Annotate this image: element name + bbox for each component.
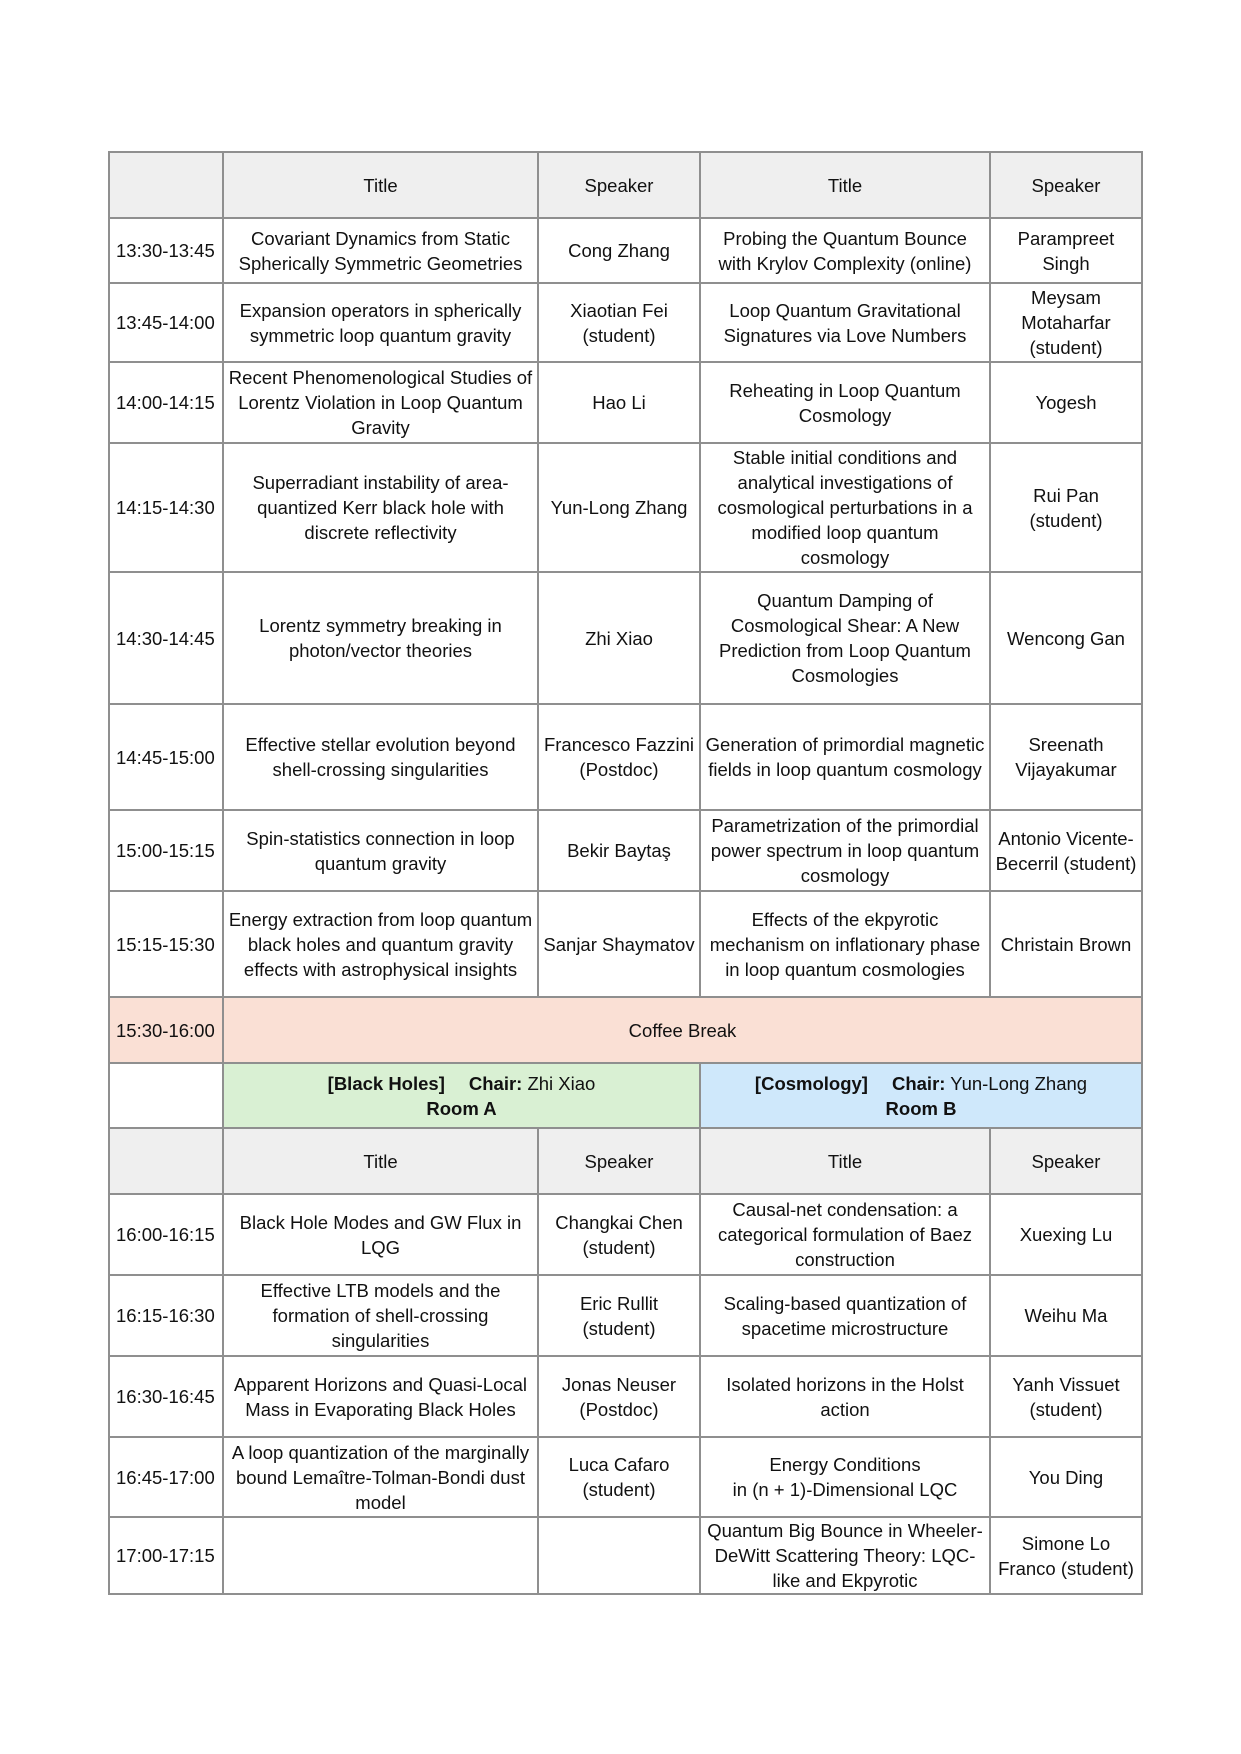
room-a-topic: [Black Holes]	[327, 1072, 445, 1094]
table-row	[109, 1517, 1142, 1594]
time-cell: 13:30-13:45	[109, 218, 223, 283]
coffee-break-time: 15:30-16:00	[109, 997, 223, 1063]
talk-title-room-a: Lorentz symmetry breaking in photon/vector theories	[223, 572, 538, 704]
talk-title-room-b: Effects of the ekpyrotic mechanism on inflationary phase in loop quantum cosmologies	[700, 891, 990, 997]
talk-title-room-b: Causal-net condensation: a categorical formulation of Baez construction	[700, 1194, 990, 1275]
talk-title-room-b: Scaling-based quantization of spacetime microstructure	[700, 1275, 990, 1356]
speaker-room-b: Simone Lo Franco (student)	[990, 1517, 1142, 1594]
time-cell: 14:00-14:15	[109, 362, 223, 443]
speaker-room-a: Yun-Long Zhang	[538, 443, 700, 572]
time-cell: 16:45-17:00	[109, 1437, 223, 1517]
time-header	[109, 152, 223, 218]
speaker-header-room-a: Speaker	[538, 152, 700, 218]
speaker-room-b: Yogesh	[990, 362, 1142, 443]
time-cell: 14:45-15:00	[109, 704, 223, 810]
speaker-room-b: Antonio Vicente-Becerril (student)	[990, 810, 1142, 891]
talk-title-room-a: Energy extraction from loop quantum black holes and quantum gravity effects with astrophysical insights	[223, 891, 538, 997]
speaker-room-a: Jonas Neuser (Postdoc)	[538, 1356, 700, 1437]
time-cell: 13:45-14:00	[109, 283, 223, 362]
speaker-room-b: Rui Pan (student)	[990, 443, 1142, 572]
time-cell: 16:30-16:45	[109, 1356, 223, 1437]
talk-title-room-b: Loop Quantum Gravitational Signatures via Love Numbers	[700, 283, 990, 362]
session-2	[109, 1194, 1142, 1594]
time-cell: 14:15-14:30	[109, 443, 223, 572]
speaker-room-a: Hao Li	[538, 362, 700, 443]
talk-title-room-a: Effective stellar evolution beyond shell-crossing singularities	[223, 704, 538, 810]
speaker-room-b: You Ding	[990, 1437, 1142, 1517]
header-row	[109, 152, 1142, 218]
header-row-2	[109, 1128, 1142, 1194]
session-1	[109, 218, 1142, 997]
speaker-room-b: Christain Brown	[990, 891, 1142, 997]
speaker-room-b: Wencong Gan	[990, 572, 1142, 704]
talk-title-room-b: Quantum Big Bounce in Wheeler-DeWitt Scattering Theory: LQC-like and Ekpyrotic	[700, 1517, 990, 1594]
speaker-header-room-b-2: Speaker	[990, 1128, 1142, 1194]
title-header-room-a-2: Title	[223, 1128, 538, 1194]
room-a-chair: Zhi Xiao	[527, 1072, 596, 1094]
speaker-header-room-a-2: Speaker	[538, 1128, 700, 1194]
coffee-break-row	[109, 997, 1142, 1063]
talk-title-room-b: Probing the Quantum Bounce with Krylov Complexity (online)	[700, 218, 990, 283]
talk-title-room-a: Effective LTB models and the formation of shell-crossing singularities	[223, 1275, 538, 1356]
table-row	[109, 362, 1142, 443]
room-header-blank	[109, 1063, 223, 1128]
speaker-room-b: Parampreet Singh	[990, 218, 1142, 283]
time-cell: 17:00-17:15	[109, 1517, 223, 1594]
speaker-room-b: Xuexing Lu	[990, 1194, 1142, 1275]
speaker-header-room-b: Speaker	[990, 152, 1142, 218]
time-cell: 16:15-16:30	[109, 1275, 223, 1356]
speaker-room-b: Sreenath Vijayakumar	[990, 704, 1142, 810]
speaker-room-b: Meysam Motaharfar (student)	[990, 283, 1142, 362]
speaker-room-a: Xiaotian Fei (student)	[538, 283, 700, 362]
talk-title-room-a	[223, 1517, 538, 1594]
talk-title-room-b: Quantum Damping of Cosmological Shear: A New Prediction from Loop Quantum Cosmologies	[700, 572, 990, 704]
talk-title-room-b: Energy Conditions in (n + 1)-Dimensional LQC	[700, 1437, 990, 1517]
table-row	[109, 810, 1142, 891]
room-b-chair-label: Chair:	[891, 1072, 946, 1094]
table-row	[109, 218, 1142, 283]
talk-title-room-b: Stable initial conditions and analytical investigations of cosmological perturbations in a modified loop quantum cosmology	[700, 443, 990, 572]
speaker-room-a: Zhi Xiao	[538, 572, 700, 704]
table-row	[109, 283, 1142, 362]
time-header-2	[109, 1128, 223, 1194]
table-row	[109, 1194, 1142, 1275]
room-b-chair: Yun-Long Zhang	[950, 1072, 1088, 1094]
room-header-row	[109, 1063, 1142, 1128]
speaker-room-a: Bekir Baytaş	[538, 810, 700, 891]
room-a-chair-label: Chair:	[468, 1072, 523, 1094]
title-header-room-a: Title	[223, 152, 538, 218]
room-a-header	[223, 1063, 700, 1128]
talk-title-room-b: Isolated horizons in the Holst action	[700, 1356, 990, 1437]
speaker-room-a: Francesco Fazzini (Postdoc)	[538, 704, 700, 810]
speaker-room-a	[538, 1517, 700, 1594]
talk-title-room-b: Reheating in Loop Quantum Cosmology	[700, 362, 990, 443]
talk-title-room-a: Superradiant instability of area-quantized Kerr black hole with discrete reflectivity	[223, 443, 538, 572]
speaker-room-b: Yanh Vissuet (student)	[990, 1356, 1142, 1437]
talk-title-room-a: Recent Phenomenological Studies of Lorentz Violation in Loop Quantum Gravity	[223, 362, 538, 443]
talk-title-room-a: Expansion operators in spherically symmetric loop quantum gravity	[223, 283, 538, 362]
talk-title-room-a: Covariant Dynamics from Static Spherically Symmetric Geometries	[223, 218, 538, 283]
table-row	[109, 443, 1142, 572]
title-header-room-b: Title	[700, 152, 990, 218]
table-row	[109, 704, 1142, 810]
speaker-room-a: Sanjar Shaymatov	[538, 891, 700, 997]
talk-title-room-a: A loop quantization of the marginally bound Lemaître-Tolman-Bondi dust model	[223, 1437, 538, 1517]
table-row	[109, 1275, 1142, 1356]
talk-title-room-a: Apparent Horizons and Quasi-Local Mass in Evaporating Black Holes	[223, 1356, 538, 1437]
speaker-room-a: Eric Rullit (student)	[538, 1275, 700, 1356]
talk-title-room-a: Black Hole Modes and GW Flux in LQG	[223, 1194, 538, 1275]
speaker-room-a: Changkai Chen (student)	[538, 1194, 700, 1275]
room-b-topic: [Cosmology]	[754, 1072, 868, 1094]
table-row	[109, 1437, 1142, 1517]
time-cell: 15:15-15:30	[109, 891, 223, 997]
table-row	[109, 1356, 1142, 1437]
talk-title-room-b: Parametrization of the primordial power spectrum in loop quantum cosmology	[700, 810, 990, 891]
coffee-break-label: Coffee Break	[223, 997, 1142, 1063]
table-row	[109, 572, 1142, 704]
talk-title-room-b: Generation of primordial magnetic fields in loop quantum cosmology	[700, 704, 990, 810]
time-cell: 14:30-14:45	[109, 572, 223, 704]
table-row	[109, 891, 1142, 997]
room-a-name: Room A	[426, 1097, 497, 1119]
speaker-room-a: Cong Zhang	[538, 218, 700, 283]
title-header-room-b-2: Title	[700, 1128, 990, 1194]
schedule-table	[108, 151, 1143, 1595]
time-cell: 16:00-16:15	[109, 1194, 223, 1275]
room-b-name: Room B	[885, 1097, 957, 1119]
speaker-room-b: Weihu Ma	[990, 1275, 1142, 1356]
time-cell: 15:00-15:15	[109, 810, 223, 891]
room-b-header	[700, 1063, 1142, 1128]
speaker-room-a: Luca Cafaro (student)	[538, 1437, 700, 1517]
talk-title-room-a: Spin-statistics connection in loop quantum gravity	[223, 810, 538, 891]
